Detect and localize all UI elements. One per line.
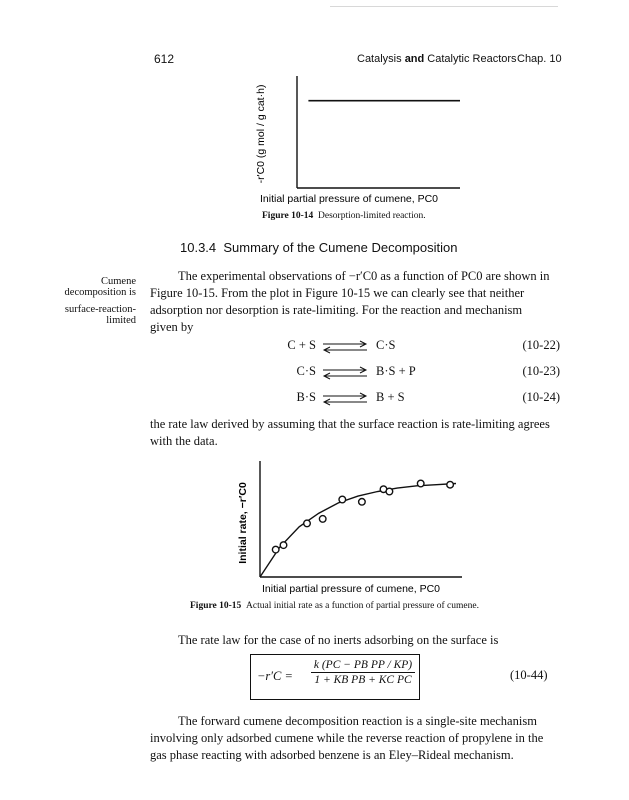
p4-line2: involving only adsorbed cumene while the reverse reaction of propylene in the	[150, 731, 544, 745]
eq1-left: C + S	[287, 338, 316, 352]
eq2-number: (10-23)	[522, 364, 560, 378]
fig15-caption-number: Figure 10-15	[190, 601, 242, 611]
fig15-caption-text: Actual initial rate as a function of partial pressure of cumene.	[246, 601, 479, 611]
equilibrium-arrow	[320, 366, 370, 380]
fig15-fit-curve	[260, 484, 456, 578]
data-point	[280, 542, 287, 549]
fig14-caption-number: Figure 10-14	[262, 211, 314, 221]
eq1-number: (10-22)	[522, 338, 560, 352]
margin-note-line4: limited	[106, 315, 136, 326]
p1-line1: The experimental observations of −r′C0 as a function of PC0 are shown in	[178, 269, 550, 283]
rate-law-number: (10-44)	[510, 668, 548, 682]
p4-line3: gas phase reacting with adsorbed benzene is an Eley–Rideal mechanism.	[150, 748, 514, 762]
p3-line1: The rate law for the case of no inerts adsorbing on the surface is	[178, 633, 499, 647]
data-point	[386, 488, 393, 495]
running-title-pre: Catalysis	[357, 53, 405, 65]
rate-law-lhs: −r′C =	[257, 669, 293, 683]
eq3-right: B + S	[376, 390, 405, 404]
rate-law-numerator: k (PC − PB PP / KP)	[313, 659, 413, 671]
running-title-post: Catalytic Reactors	[424, 53, 517, 65]
data-point	[417, 480, 424, 487]
data-point	[447, 481, 454, 488]
equilibrium-arrow	[320, 392, 370, 406]
top-rule	[330, 6, 558, 7]
fig15-y-label: Initial rate, −r′C0	[237, 482, 249, 564]
section-heading	[180, 240, 458, 255]
equation-10-23	[250, 364, 560, 382]
rate-law-fraction	[311, 659, 415, 686]
paragraph-2	[150, 416, 570, 450]
figure-10-14-plot	[240, 72, 470, 222]
paragraph-3	[178, 632, 498, 649]
figure-10-15-caption	[190, 601, 479, 611]
p2-line2: with the data.	[150, 434, 218, 448]
fraction-bar	[311, 672, 415, 673]
fig14-y-label: -r'C0 (g mol / g cat·h)	[255, 84, 267, 184]
rate-law-denominator: 1 + KB PB + KC PC	[314, 674, 412, 686]
eq1-right: C·S	[376, 338, 396, 352]
chapter-label: Chap. 10	[517, 53, 562, 65]
margin-note-line1: Cumene	[101, 276, 136, 287]
running-title	[357, 53, 517, 65]
p1-line3: adsorption nor desorption is rate-limiting. For the reaction and mechanism	[150, 303, 523, 317]
paragraph-4	[150, 713, 570, 764]
section-number: 10.3.4	[180, 240, 217, 255]
margin-note-line3: surface-reaction-	[64, 304, 136, 315]
p1-line2: Figure 10-15. From the plot in Figure 10-15 we can clearly see that neither	[150, 286, 525, 300]
rate-law-box	[250, 654, 420, 700]
p2-line1: the rate law derived by assuming that the surface reaction is rate-limiting agrees	[150, 417, 550, 431]
equation-10-24	[250, 390, 560, 408]
section-title: Summary of the Cumene Decomposition	[223, 240, 458, 255]
data-point	[359, 499, 366, 506]
data-point	[304, 520, 311, 527]
fig15-x-label: Initial partial pressure of cumene, PC0	[262, 583, 441, 595]
page-number: 612	[154, 52, 175, 66]
eq2-left: C·S	[296, 364, 316, 378]
figure-10-14-caption	[262, 211, 426, 221]
running-title-bold: and	[404, 53, 425, 65]
eq3-number: (10-24)	[522, 390, 560, 404]
p1-line4: given by	[150, 320, 194, 334]
data-point	[272, 546, 279, 553]
margin-note-line2: decomposition is	[64, 287, 136, 298]
data-point	[319, 516, 326, 523]
paragraph-1	[150, 268, 560, 336]
fig14-x-label: Initial partial pressure of cumene, PC0	[260, 193, 439, 205]
margin-note	[4, 276, 136, 326]
eq2-right: B·S + P	[376, 364, 416, 378]
figure-10-15-plot	[220, 455, 470, 600]
equation-10-22	[250, 338, 560, 356]
data-point	[339, 496, 346, 503]
p4-line1: The forward cumene decomposition reaction is a single-site mechanism	[178, 714, 537, 728]
fig14-caption-text: Desorption-limited reaction.	[318, 211, 426, 221]
eq3-left: B·S	[296, 390, 316, 404]
equilibrium-arrow	[320, 340, 370, 354]
